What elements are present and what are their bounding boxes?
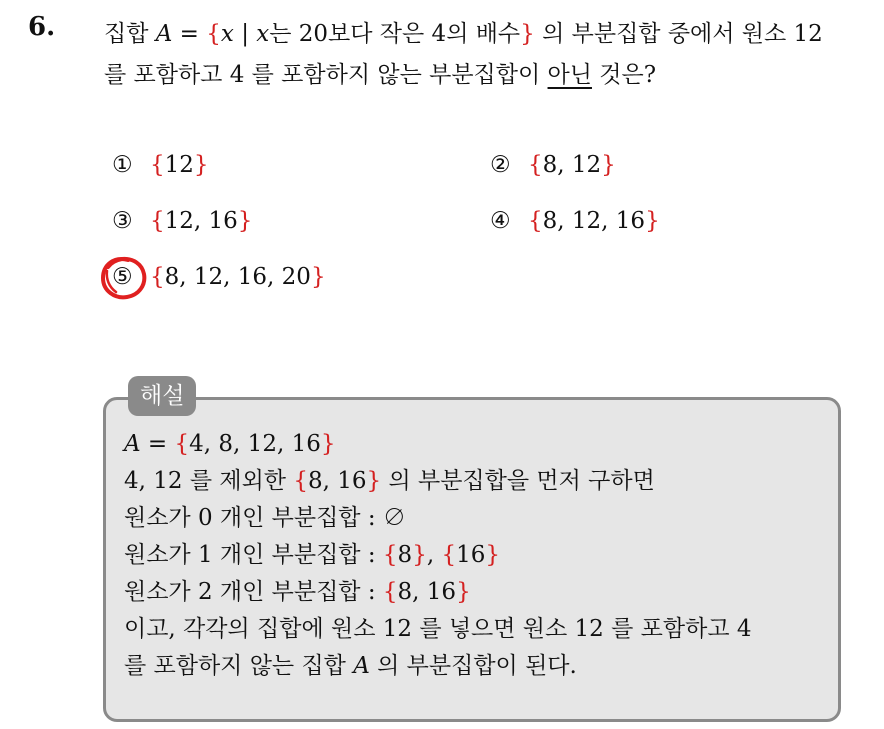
question-number: 6. (28, 12, 56, 42)
solution-line-4: 원소가 1 개인 부분집합 : {8}, {16} (124, 542, 501, 568)
choice-number: ① (112, 152, 133, 178)
choice-number: ④ (490, 208, 511, 234)
solution-line-7: 를 포함하지 않는 집합 A 의 부분집합이 된다. (124, 653, 577, 679)
choice-number: ② (490, 152, 511, 178)
emphasis-underline: 아닌 (547, 62, 592, 88)
choice-3[interactable]: ③ {12, 16} (112, 208, 253, 234)
question-text (104, 14, 874, 96)
question-line2: 를 포함하고 4 를 포함하지 않는 부분집합이 아닌 것은? (104, 62, 657, 88)
solution-body (124, 426, 834, 685)
solution-line-1: A = {4, 8, 12, 16} (124, 431, 336, 457)
choice-2[interactable]: ② {8, 12} (490, 152, 616, 178)
question-line1: 집합 A = {x | x는 20보다 작은 4의 배수} 의 부분집합 중에서 원소 12 (104, 21, 823, 47)
choice-1[interactable]: ① {12} (112, 152, 209, 178)
solution-line-6: 이고, 각각의 집합에 원소 12 를 넣으면 원소 12 를 포함하고 4 (124, 616, 752, 642)
choice-5[interactable]: ⑤ {8, 12, 16, 20} (112, 264, 326, 290)
choice-4[interactable]: ④ {8, 12, 16} (490, 208, 660, 234)
choice-number: ③ (112, 208, 133, 234)
answer-circle-icon (98, 253, 150, 303)
solution-line-3: 원소가 0 개인 부분집합 : ∅ (124, 505, 406, 531)
choice-number: ⑤ (112, 264, 133, 290)
solution-line-5: 원소가 2 개인 부분집합 : {8, 16} (124, 579, 471, 605)
solution-line-2: 4, 12 를 제외한 {8, 16} 의 부분집합을 먼저 구하면 (124, 468, 655, 494)
solution-tag: 해설 (128, 376, 196, 416)
